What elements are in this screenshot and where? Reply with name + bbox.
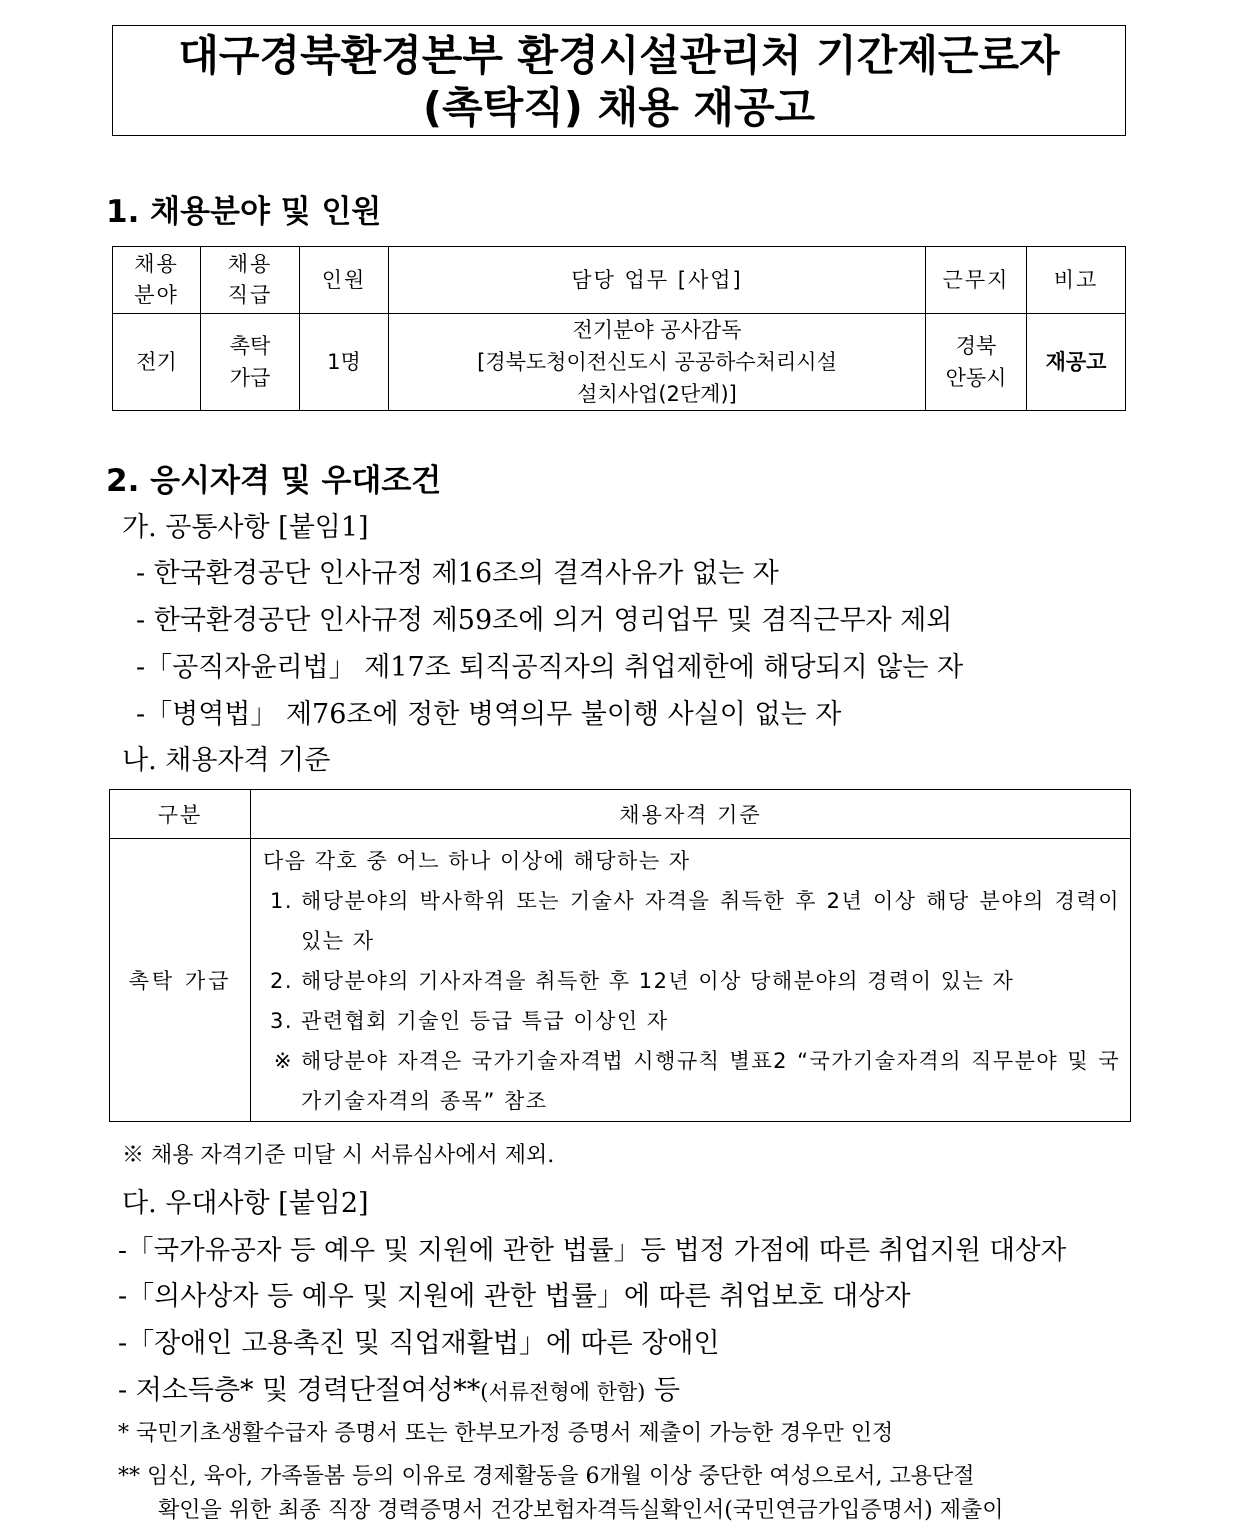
common-item-2: - 한국환경공단 인사규정 제59조에 의거 영리업무 및 겸직근무자 제외 <box>136 605 953 636</box>
recruitment-table <box>112 246 1126 411</box>
table-row <box>113 314 1126 411</box>
pref-title: 다. 우대사항 [붙임2] <box>122 1188 369 1219</box>
section2-heading: 2. 응시자격 및 우대조건 <box>106 463 442 499</box>
common-item-1: - 한국환경공단 인사규정 제16조의 결격사유가 없는 자 <box>136 558 779 589</box>
header-grade <box>201 247 300 314</box>
header-grade-text: 채용 직급 <box>227 252 273 307</box>
header-field <box>113 247 201 314</box>
criteria-header-col1: 구분 <box>110 790 251 839</box>
footnote-2-line-2: 확인을 위한 최종 직장 경력증명서 건강보험자격득실확인서(국민연금가입증명서) 제출이 <box>158 1498 1004 1523</box>
criteria-text: 해당분야의 기사자격을 취득한 후 12년 이상 당해분야의 경력이 있는 자 <box>301 969 1015 993</box>
criteria-num: 2. <box>269 969 293 993</box>
pref-item-1: -「국가유공자 등 예우 및 지원에 관한 법률」등 법정 가점에 따른 취업지원 대상자 <box>118 1235 1067 1266</box>
criteria-body <box>251 839 1131 1122</box>
criteria-header-row <box>110 790 1131 839</box>
title-line-2: (촉탁직) 채용 재공고 <box>422 83 816 132</box>
header-field-text: 채용 분야 <box>134 252 179 307</box>
pref-item-2: -「의사상자 등 예우 및 지원에 관한 법률」에 따른 취업보호 대상자 <box>118 1281 911 1312</box>
list-item <box>263 1001 1120 1041</box>
criteria-title: 나. 채용자격 기준 <box>122 745 331 776</box>
criteria-text: 해당분야의 박사학위 또는 기술사 자격을 취득한 후 2년 이상 해당 분야의 경력이 있는 자 <box>301 889 1120 953</box>
header-location: 근무지 <box>926 247 1027 314</box>
cell-grade-text: 촉탁 가급 <box>229 334 271 390</box>
header-remark: 비고 <box>1027 247 1126 314</box>
pref-item-4-small: (서류전형에 한함) <box>480 1380 646 1404</box>
criteria-intro: 다음 각호 중 어느 하나 이상에 해당하는 자 <box>263 849 691 873</box>
criteria-table <box>109 789 1131 1122</box>
criteria-label: 촉탁 가급 <box>110 839 251 1122</box>
pref-item-4 <box>118 1368 680 1407</box>
pref-item-4-tail: 등 <box>645 1375 681 1406</box>
cell-duty <box>389 314 926 411</box>
list-item <box>263 1041 1120 1121</box>
list-item <box>263 881 1120 961</box>
cell-location-text: 경북 안동시 <box>945 334 1007 390</box>
section1-heading: 1. 채용분야 및 인원 <box>106 194 382 230</box>
header-duty: 담당 업무 [사업] <box>389 247 926 314</box>
list-item <box>263 961 1120 1001</box>
criteria-num: ※ <box>273 1049 293 1073</box>
pref-item-4-main: - 저소득층* 및 경력단절여성** <box>118 1375 481 1406</box>
criteria-num: 3. <box>269 1009 293 1033</box>
duty-line-3: 설치사업(2단계)] <box>577 382 737 406</box>
duty-line-2: [경북도청이전신도시 공공하수처리시설 <box>477 350 837 374</box>
cell-count: 1명 <box>300 314 389 411</box>
criteria-text: 관련협회 기술인 등급 특급 이상인 자 <box>301 1009 669 1033</box>
table-header-row <box>113 247 1126 314</box>
document-title <box>112 25 1126 136</box>
duty-line-1: 전기분야 공사감독 <box>572 318 742 342</box>
table-row <box>110 839 1131 1122</box>
common-item-4: -「병역법」 제76조에 정한 병역의무 불이행 사실이 없는 자 <box>136 699 842 730</box>
criteria-num: 1. <box>269 889 293 913</box>
title-line-1: 대구경북환경본부 환경시설관리처 기간제근로자 <box>178 31 1060 80</box>
footnote-2-line-1: ** 임신, 육아, 가족돌봄 등의 이유로 경제활동을 6개월 이상 중단한 여성으로서, 고용단절 <box>118 1464 975 1489</box>
cell-field: 전기 <box>113 314 201 411</box>
footnote-1: * 국민기초생활수급자 증명서 또는 한부모가정 증명서 제출이 가능한 경우만 인정 <box>118 1421 894 1446</box>
common-title: 가. 공통사항 [붙임1] <box>122 512 369 543</box>
header-count: 인원 <box>300 247 389 314</box>
cell-location <box>926 314 1027 411</box>
criteria-text: 해당분야 자격은 국가기술자격법 시행규칙 별표2 “국가기술자격의 직무분야 및 국가기술자격의 종목” 참조 <box>301 1049 1120 1113</box>
pref-item-3: -「장애인 고용촉진 및 직업재활법」에 따른 장애인 <box>118 1328 720 1359</box>
cell-grade <box>201 314 300 411</box>
common-item-3: -「공직자윤리법」 제17조 퇴직공직자의 취업제한에 해당되지 않는 자 <box>136 652 964 683</box>
cell-remark: 재공고 <box>1027 314 1126 411</box>
criteria-header-col2: 채용자격 기준 <box>251 790 1131 839</box>
criteria-note: ※ 채용 자격기준 미달 시 서류심사에서 제외. <box>122 1143 555 1168</box>
